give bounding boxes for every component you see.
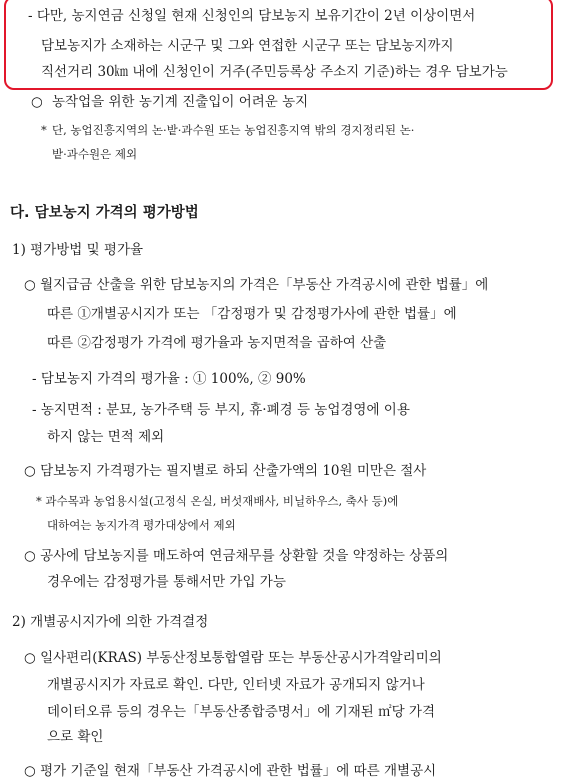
text-line: 개별공시지가 자료로 확인. 다만, 인터넷 자료가 공개되지 않거나 [47,677,425,693]
text-line: ○ 공사에 담보농지를 매도하여 연금채무를 상환할 것을 약정하는 상품의 [24,548,449,564]
bullet-circle-icon: ○ [31,94,43,110]
note-asterisk-icon: * [41,123,47,137]
text-line: 직선거리 30㎞ 내에 신청인이 거주(주민등록상 주소지 기준)하는 경우 담보가능 [41,64,508,80]
text-line: - 농지면적 : 분묘, 농가주택 등 부지, 휴·폐경 등 농업경영에 이용 [32,402,410,418]
text-line: ○ 일사편리(KRAS) 부동산정보통합열람 또는 부동산공시가격알리미의 [24,650,442,666]
subsection-title: 2) 개별공시지가에 의한 가격결정 [12,614,209,630]
text-line: 따른 ②감정평가 가격에 평가율과 농지면적을 곱하여 산출 [47,335,387,351]
text-line: ○ 평가 기준일 현재「부동산 가격공시에 관한 법률」에 따른 개별공시 [24,763,437,779]
text-line: 담보농지가 소재하는 시군구 및 그와 연접한 시군구 또는 담보농지까지 [41,38,454,54]
text-line: 경우에는 감정평가를 통해서만 가입 가능 [47,574,286,590]
text-line: 으로 확인 [47,729,104,745]
subsection-title: 1) 평가방법 및 평가율 [12,242,144,258]
text-line: 데이터오류 등의 경우는「부동산종합증명서」에 기재된 ㎡당 가격 [47,704,435,720]
note-text: 대하여는 농지가격 평가대상에서 제외 [47,518,236,532]
text-line: 따른 ①개별공시지가 또는 「감정평가 및 감정평가사에 관한 법률」에 [47,306,457,322]
note-text: 단, 농업진흥지역의 논·밭·과수원 또는 농업진흥지역 밖의 경지정리된 논· [52,123,415,137]
text-line: ○ 담보농지 가격평가는 필지별로 하되 산출가액의 10원 미만은 절사 [24,463,427,479]
text-line: ○ 월지급금 산출을 위한 담보농지의 가격은「부동산 가격공시에 관한 법률」에 [24,277,489,293]
text-line: - 다만, 농지연금 신청일 현재 신청인의 담보농지 보유기간이 2년 이상이면서 [28,8,476,24]
text-line: - 담보농지 가격의 평가율 : ① 100%, ② 90% [32,371,306,387]
note-text: * 과수목과 농업용시설(고정식 온실, 버섯재배사, 비닐하우스, 축사 등)에 [36,494,399,508]
text-line: 하지 않는 면적 제외 [47,429,165,445]
note-text: 밭·과수원은 제외 [52,147,138,161]
text-line: 농작업을 위한 농기계 진출입이 어려운 농지 [52,94,309,110]
section-title: 다. 담보농지 가격의 평가방법 [10,205,199,221]
